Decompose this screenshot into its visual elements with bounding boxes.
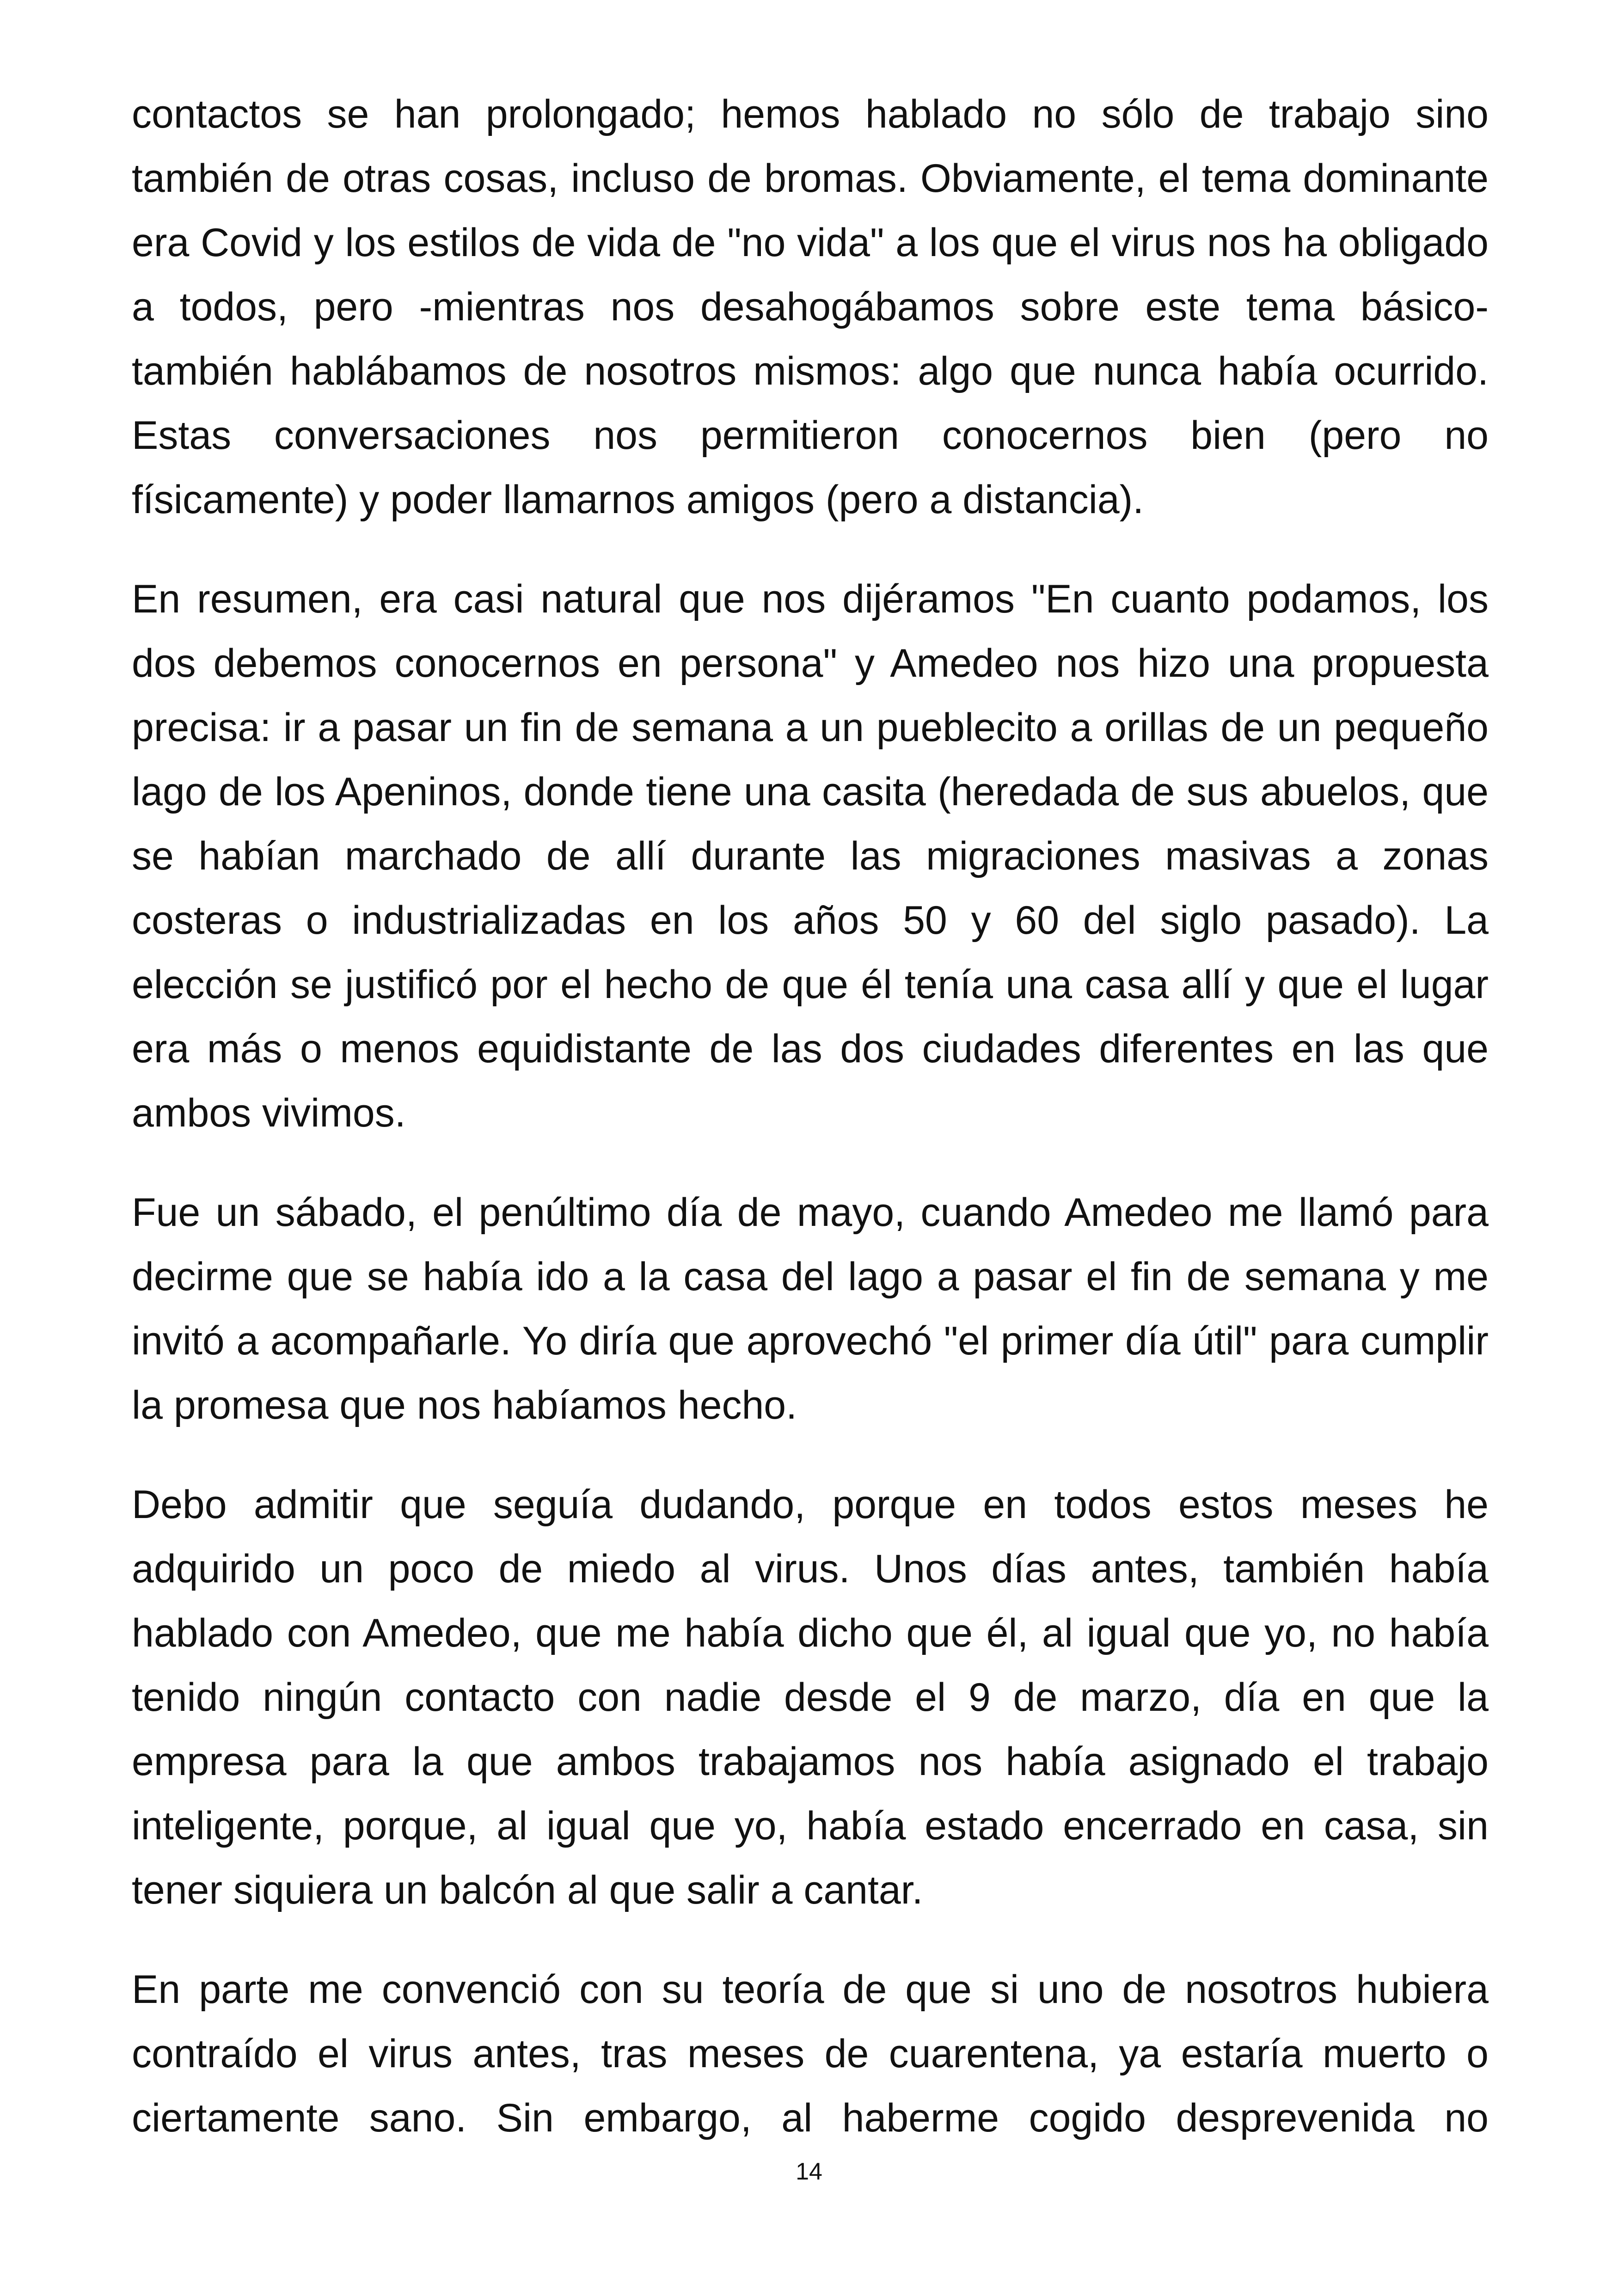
body-text bbox=[132, 82, 1489, 2186]
paragraph-4: Debo admitir que seguía dudando, porque en todos estos meses he adquirido un poco de miedo al virus. Unos días antes, también había hablado con Amedeo, que me había dicho que él, al igual que yo, no había tenido ningún contacto con nadie desde el 9 de marzo, día en que la empresa para la que ambos trabajamos nos había asignado el trabajo inteligente, porque, al igual que yo, había estado encerrado en casa, sin tener siquiera un balcón al que salir a cantar. bbox=[132, 1482, 1489, 1912]
paragraph-1: contactos se han prolongado; hemos hablado no sólo de trabajo sino también de otras cosas, incluso de bromas. Obviamente, el tema dominante era Covid y los estilos de vida de "no vida" a los que el virus nos ha obligado a todos, pero -mientras nos desahogábamos sobre este tema básico- también hablábamos de nosotros mismos: algo que nunca había ocurrido. Estas conversaciones nos permitieron conocernos bien (pero no físicamente) y poder llamarnos amigos (pero a distancia). bbox=[132, 92, 1489, 522]
paragraph-2: En resumen, era casi natural que nos dijéramos "En cuanto podamos, los dos debemos conocernos en persona" y Amedeo nos hizo una propuesta precisa: ir a pasar un fin de semana a un pueblecito a orillas de un pequeño lago de los Apeninos, donde tiene una casita (heredada de sus abuelos, que se habían marchado de allí durante las migraciones masivas a zonas costeras o industrializadas en los años 50 y 60 del siglo pasado). La elección se justificó por el hecho de que él tenía una casa allí y que el lugar era más o menos equidistante de las dos ciudades diferentes en las que ambos vivimos. bbox=[132, 577, 1489, 1135]
page-number: 14 bbox=[796, 2158, 822, 2185]
paragraph-5: En parte me convenció con su teoría de que si uno de nosotros hubiera contraído el virus antes, tras meses de cuarentena, ya estaría muerto o ciertamente sano. Sin embargo, al haberme cogido desprevenida no bbox=[132, 1967, 1489, 2140]
paragraph-3: Fue un sábado, el penúltimo día de mayo, cuando Amedeo me llamó para decirme que se había ido a la casa del lago a pasar el fin de semana y me invitó a acompañarle. Yo diría que aprovechó "el primer día útil" para cumplir la promesa que nos habíamos hecho. bbox=[132, 1190, 1489, 1427]
